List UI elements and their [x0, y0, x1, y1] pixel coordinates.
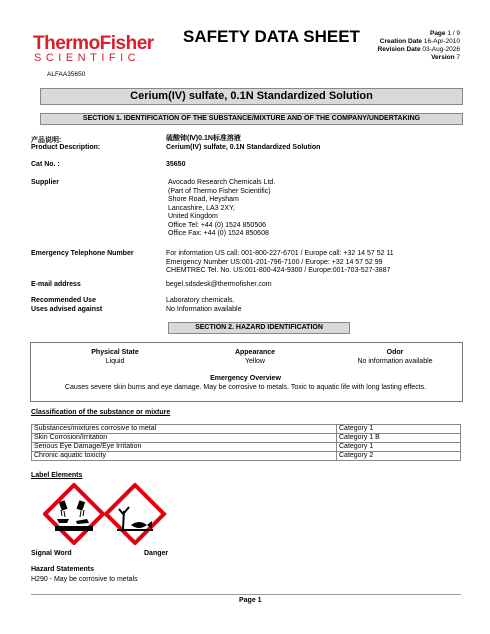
footer-divider: [31, 594, 461, 595]
section-2-heading: SECTION 2. HAZARD IDENTIFICATION: [168, 322, 350, 334]
odor-value: No information available: [357, 357, 433, 365]
hazard-statements-label: Hazard Statements: [31, 566, 95, 573]
supplier-line: (Part of Thermo Fisher Scientific): [168, 187, 271, 195]
emergency-overview: [30, 375, 461, 392]
appearance: [200, 349, 310, 366]
emergency-overview-text: Causes severe skin burns and eye damage. May be corrosive to metals. Toxic to aquatic life with long lasting effects.: [64, 383, 427, 391]
page-value: 1 / 9: [447, 30, 460, 37]
cn-product-label: 产品说明:: [31, 137, 62, 144]
hazard-category: Category 2: [337, 452, 461, 461]
supplier-line: Avocado Research Chemicals Ltd.: [168, 179, 276, 186]
cn-product-value: 硫酸铈(Ⅳ)0.1N标准溶液: [166, 135, 241, 142]
table-row: [32, 452, 461, 461]
odor: [335, 349, 455, 366]
page-label: Page: [429, 30, 446, 37]
recommended-use-value: Laboratory chemicals.: [166, 297, 235, 304]
emergency-line: Emergency Number US:001-201-796-7100 / Europe: +32 14 57 52 99: [166, 258, 383, 266]
corrosion-pictogram-icon: [45, 485, 103, 543]
emergency-phone-info: [166, 250, 394, 276]
table-row: [32, 434, 461, 443]
product-title-bar: Cerium(IV) sulfate, 0.1N Standardized Solution: [40, 88, 463, 105]
supplier-line: Office Fax: +44 (0) 1524 850608: [168, 230, 269, 237]
classification-table: [31, 424, 461, 461]
hazard-class: Chronic aquatic toxicity: [32, 452, 337, 461]
supplier-line: Lancashire, LA3 2XY,: [168, 204, 235, 212]
physical-state: [60, 349, 170, 366]
recommended-use-label: Recommended Use: [31, 297, 96, 304]
product-description-label: Product Description:: [31, 144, 101, 151]
emergency-overview-label: Emergency Overview: [210, 375, 281, 382]
label-elements-heading: Label Elements: [31, 472, 83, 479]
revision-date-value: 03-Aug-2026: [422, 46, 460, 53]
hazard-category: Category 1: [337, 425, 461, 434]
uses-advised-against-value: No Information available: [166, 306, 242, 313]
emergency-line: CHEMTREC Tel. No. US:001-800-424-9300 / Europe:001-703-527-3887: [166, 267, 391, 274]
emergency-line: For information US call: 001-800-227-6701 / Europe call: +32 14 57 52 11: [166, 250, 394, 257]
odor-label: Odor: [386, 349, 404, 356]
appearance-value: Yellow: [245, 357, 265, 365]
hazard-class: Serious Eye Damage/Eye Irritation: [32, 443, 337, 452]
brand-logo-name: ThermoFisher: [33, 33, 154, 54]
revision-date-label: Revision Date: [377, 46, 421, 53]
physical-state-label: Physical State: [91, 349, 139, 356]
supplier-line: United Kingdom: [168, 213, 218, 220]
supplier-address: [168, 179, 275, 239]
ghs-pictograms: [43, 483, 167, 545]
emergency-phone-label: Emergency Telephone Number: [31, 250, 134, 257]
document-id: ALFAA35650: [47, 71, 86, 78]
appearance-label: Appearance: [234, 349, 276, 356]
supplier-line: Shore Road, Heysham: [168, 196, 239, 203]
signal-word-value: Danger: [144, 550, 169, 557]
creation-date-value: 16-Apr-2010: [423, 38, 460, 45]
hazard-category: Category 1 B: [337, 434, 461, 443]
hazard-class: Skin Corrosion/Irritation: [32, 434, 337, 443]
hazard-category: Category 1: [337, 443, 461, 452]
section-1-heading: SECTION 1. IDENTIFICATION OF THE SUBSTANCE/MIXTURE AND OF THE COMPANY/UNDERTAKING: [40, 113, 463, 125]
document-meta: [378, 30, 460, 62]
table-row: [32, 443, 461, 452]
uses-advised-against-label: Uses advised against: [31, 306, 103, 313]
page-title: SAFETY DATA SHEET: [183, 27, 360, 46]
cat-no-label: Cat No. :: [31, 161, 60, 168]
physical-state-value: Liquid: [105, 357, 125, 365]
hazard-statement: H290 - May be corrosive to metals: [31, 576, 138, 583]
table-row: [32, 425, 461, 434]
email-value[interactable]: begel.sdsdesk@thermofisher.com: [166, 281, 272, 288]
supplier-line: Office Tel: +44 (0) 1524 850506: [168, 221, 267, 229]
version-label: Version: [431, 54, 455, 61]
product-description-value: Cerium(IV) sulfate, 0.1N Standardized Solution: [166, 144, 321, 151]
footer-page-number: Page 1: [239, 597, 262, 604]
classification-heading: Classification of the substance or mixture: [31, 409, 171, 416]
cat-no-value: 35650: [166, 161, 186, 168]
creation-date-label: Creation Date: [379, 38, 423, 45]
signal-word-label: Signal Word: [31, 550, 72, 557]
hazard-class: Substances/mixtures corrosive to metal: [32, 425, 337, 434]
brand-logo-tagline: SCIENTIFIC: [34, 52, 141, 64]
supplier-label: Supplier: [31, 179, 60, 186]
version-value: 7: [456, 54, 460, 61]
email-label: E-mail address: [31, 281, 81, 288]
environment-pictogram-icon: [106, 485, 164, 543]
